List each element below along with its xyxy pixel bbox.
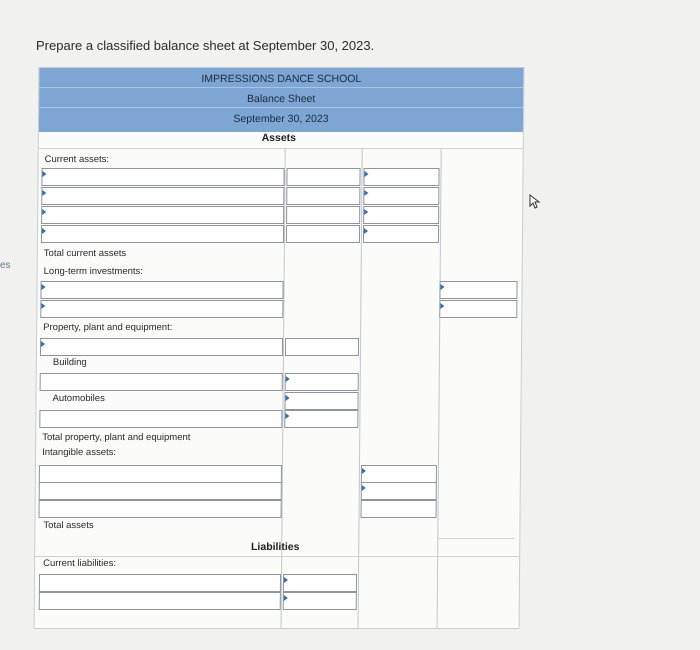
- intangible-amount-1[interactable]: [361, 465, 437, 483]
- long-term-investments-label: Long-term investments:: [42, 265, 145, 278]
- liabilities-title: Liabilities: [250, 541, 300, 553]
- current-asset-amount-4[interactable]: [286, 225, 360, 243]
- current-asset-account-1[interactable]: [41, 168, 284, 186]
- statement-name: Balance Sheet: [246, 93, 316, 105]
- automobiles-contra-amount[interactable]: [284, 410, 358, 428]
- investment-amount-2[interactable]: [439, 300, 517, 318]
- automobiles-label: Automobiles: [51, 392, 107, 405]
- intangible-account-2[interactable]: [39, 482, 282, 500]
- investment-account-1[interactable]: [40, 281, 283, 299]
- investment-amount-1[interactable]: [439, 281, 517, 299]
- current-asset-amount-2[interactable]: [286, 187, 360, 205]
- total-assets-label: Total assets: [41, 519, 95, 532]
- mouse-pointer-icon: [527, 193, 543, 209]
- intangible-account-1[interactable]: [39, 465, 282, 483]
- building-label: Building: [51, 356, 89, 369]
- investment-account-2[interactable]: [40, 300, 283, 318]
- current-asset-total-col-2[interactable]: [363, 187, 439, 205]
- ppe-amount-1[interactable]: [285, 338, 359, 356]
- current-liabilities-label: Current liabilities:: [41, 557, 118, 570]
- building-contra-amount[interactable]: [285, 373, 359, 391]
- liability-account-1[interactable]: [39, 574, 281, 592]
- liability-amount-1[interactable]: [283, 574, 357, 592]
- current-asset-amount-3[interactable]: [286, 206, 360, 224]
- liability-amount-2[interactable]: [283, 592, 357, 610]
- building-net-amount[interactable]: [284, 392, 358, 410]
- balance-sheet-form: [34, 67, 525, 629]
- intangible-account-3[interactable]: [39, 500, 282, 518]
- statement-header: [39, 68, 524, 132]
- total-ppe-label: Total property, plant and equipment: [40, 431, 192, 444]
- intangible-amount-2[interactable]: [361, 482, 437, 500]
- current-asset-amount-1[interactable]: [286, 168, 360, 186]
- current-asset-account-2[interactable]: [41, 187, 284, 205]
- ppe-label: Property, plant and equipment:: [41, 321, 174, 334]
- current-asset-total-col-4[interactable]: [363, 225, 439, 243]
- current-asset-total-col-3[interactable]: [363, 206, 439, 224]
- side-tag: es: [0, 260, 11, 271]
- current-assets-label: Current assets:: [43, 153, 112, 166]
- current-asset-total-col-1[interactable]: [363, 168, 439, 186]
- intangible-assets-label: Intangible assets:: [40, 446, 118, 459]
- total-current-assets-label: Total current assets: [42, 247, 128, 260]
- statement-date: September 30, 2023: [233, 113, 329, 125]
- current-asset-account-4[interactable]: [41, 225, 284, 243]
- building-contra-account[interactable]: [40, 373, 283, 391]
- automobiles-contra-account[interactable]: [39, 410, 282, 428]
- current-asset-account-3[interactable]: [41, 206, 284, 224]
- intangible-amount-3[interactable]: [361, 500, 437, 518]
- question-text: Prepare a classified balance sheet at September 30, 2023.: [36, 38, 375, 53]
- company-name: IMPRESSIONS DANCE SCHOOL: [201, 73, 362, 85]
- liability-account-2[interactable]: [39, 592, 281, 610]
- ppe-account-1[interactable]: [40, 338, 283, 356]
- assets-title: Assets: [261, 132, 297, 144]
